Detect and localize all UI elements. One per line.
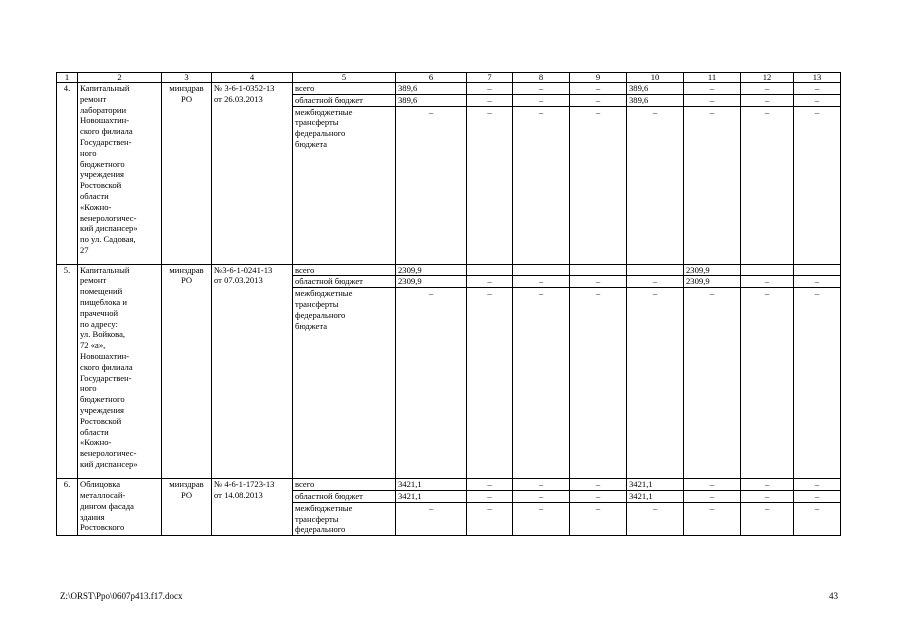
value-cell: –: [513, 94, 570, 106]
value-cell: [627, 264, 684, 276]
value-cell: 389,6: [627, 83, 684, 95]
value-cell: –: [794, 83, 841, 95]
value-cell: –: [396, 502, 467, 535]
document-ref: № 4-6-1-1723-13 от 14.08.2013: [212, 479, 293, 536]
value-cell: –: [467, 83, 513, 95]
value-cell: 2309,9: [684, 264, 741, 276]
source-label: всего: [293, 83, 396, 95]
value-cell: [570, 264, 627, 276]
value-cell: 3421,1: [396, 479, 467, 491]
document-path: Z:\ORST\Ppo\0607p413.f17.docx: [60, 591, 183, 601]
col-header: 8: [513, 73, 570, 83]
value-cell: –: [467, 502, 513, 535]
col-header: 12: [741, 73, 794, 83]
source-label: всего: [293, 479, 396, 491]
value-cell: –: [570, 502, 627, 535]
source-label: всего: [293, 264, 396, 276]
value-cell: [467, 264, 513, 276]
col-header: 9: [570, 73, 627, 83]
col-header: 13: [794, 73, 841, 83]
value-cell: –: [794, 479, 841, 491]
value-cell: 389,6: [396, 83, 467, 95]
col-header: 7: [467, 73, 513, 83]
table-row: [57, 83, 841, 95]
object-name: Капитальный ремонт помещений пищеблока и прачечной по адресу: ул. Войкова, 72 «а», Новошахтин- ского филиала Государствен- ного бюджетного учреждения Ростовской области «Кожно- венерологичес- кий диспансер»: [78, 264, 162, 479]
value-cell: –: [627, 288, 684, 479]
col-header: 6: [396, 73, 467, 83]
document-ref: №3-6-1-0241-13 от 07.03.2013: [212, 264, 293, 479]
value-cell: –: [741, 490, 794, 502]
col-header: 10: [627, 73, 684, 83]
value-cell: –: [513, 479, 570, 491]
value-cell: 2309,9: [684, 276, 741, 288]
value-cell: –: [467, 490, 513, 502]
value-cell: 2309,9: [396, 276, 467, 288]
value-cell: –: [570, 94, 627, 106]
table-row: [57, 264, 841, 276]
col-header: 3: [162, 73, 212, 83]
value-cell: –: [467, 479, 513, 491]
column-number-row: [57, 73, 841, 83]
object-name: Облицовка металлосай- дингом фасада здания Ростовского: [78, 479, 162, 536]
value-cell: –: [794, 490, 841, 502]
value-cell: [513, 264, 570, 276]
value-cell: –: [741, 106, 794, 264]
value-cell: –: [684, 94, 741, 106]
value-cell: –: [513, 106, 570, 264]
value-cell: 389,6: [627, 94, 684, 106]
value-cell: –: [570, 288, 627, 479]
value-cell: –: [467, 288, 513, 479]
budget-table: [56, 72, 841, 536]
source-label: межбюджетные трансферты федерального бюджета: [293, 106, 396, 264]
table-row: [57, 479, 841, 491]
source-label: областной бюджет: [293, 490, 396, 502]
value-cell: –: [794, 288, 841, 479]
value-cell: –: [684, 106, 741, 264]
value-cell: 2309,9: [396, 264, 467, 276]
col-header: 11: [684, 73, 741, 83]
agency: минздрав РО: [162, 479, 212, 536]
source-label: межбюджетные трансферты федерального: [293, 502, 396, 535]
value-cell: –: [570, 106, 627, 264]
value-cell: –: [570, 276, 627, 288]
value-cell: –: [467, 94, 513, 106]
col-header: 5: [293, 73, 396, 83]
agency: минздрав РО: [162, 264, 212, 479]
value-cell: –: [570, 479, 627, 491]
value-cell: –: [396, 288, 467, 479]
source-label: областной бюджет: [293, 94, 396, 106]
row-number: 6.: [57, 479, 78, 536]
agency: минздрав РО: [162, 83, 212, 265]
value-cell: 3421,1: [627, 479, 684, 491]
value-cell: –: [396, 106, 467, 264]
value-cell: –: [684, 479, 741, 491]
col-header: 2: [78, 73, 162, 83]
value-cell: –: [794, 94, 841, 106]
value-cell: –: [513, 276, 570, 288]
value-cell: –: [513, 502, 570, 535]
value-cell: –: [627, 502, 684, 535]
value-cell: –: [741, 479, 794, 491]
value-cell: –: [570, 490, 627, 502]
col-header: 1: [57, 73, 78, 83]
value-cell: [741, 264, 794, 276]
value-cell: –: [794, 106, 841, 264]
value-cell: –: [467, 106, 513, 264]
value-cell: –: [684, 83, 741, 95]
value-cell: –: [513, 490, 570, 502]
value-cell: –: [684, 490, 741, 502]
value-cell: –: [684, 288, 741, 479]
document-ref: № 3-6-1-0352-13 от 26.03.2013: [212, 83, 293, 265]
value-cell: –: [741, 502, 794, 535]
value-cell: –: [513, 288, 570, 479]
value-cell: 389,6: [396, 94, 467, 106]
object-name: Капитальный ремонт лаборатории Новошахтин- ского филиала Государствен- ного бюджетного учреждения Ростовской области «Кожно- венерологичес- кий диспансер» по ул. Садовая, 27: [78, 83, 162, 265]
value-cell: –: [627, 276, 684, 288]
value-cell: 3421,1: [627, 490, 684, 502]
col-header: 4: [212, 73, 293, 83]
value-cell: –: [741, 288, 794, 479]
page-number: 43: [829, 591, 838, 601]
row-number: 4.: [57, 83, 78, 265]
value-cell: –: [741, 94, 794, 106]
value-cell: –: [627, 106, 684, 264]
value-cell: –: [741, 83, 794, 95]
value-cell: –: [570, 83, 627, 95]
value-cell: –: [513, 83, 570, 95]
value-cell: [794, 264, 841, 276]
source-label: межбюджетные трансферты федерального бюджета: [293, 288, 396, 479]
value-cell: –: [794, 502, 841, 535]
value-cell: –: [684, 502, 741, 535]
row-number: 5.: [57, 264, 78, 479]
source-label: областной бюджет: [293, 276, 396, 288]
value-cell: –: [467, 276, 513, 288]
value-cell: –: [741, 276, 794, 288]
value-cell: –: [794, 276, 841, 288]
value-cell: 3421,1: [396, 490, 467, 502]
